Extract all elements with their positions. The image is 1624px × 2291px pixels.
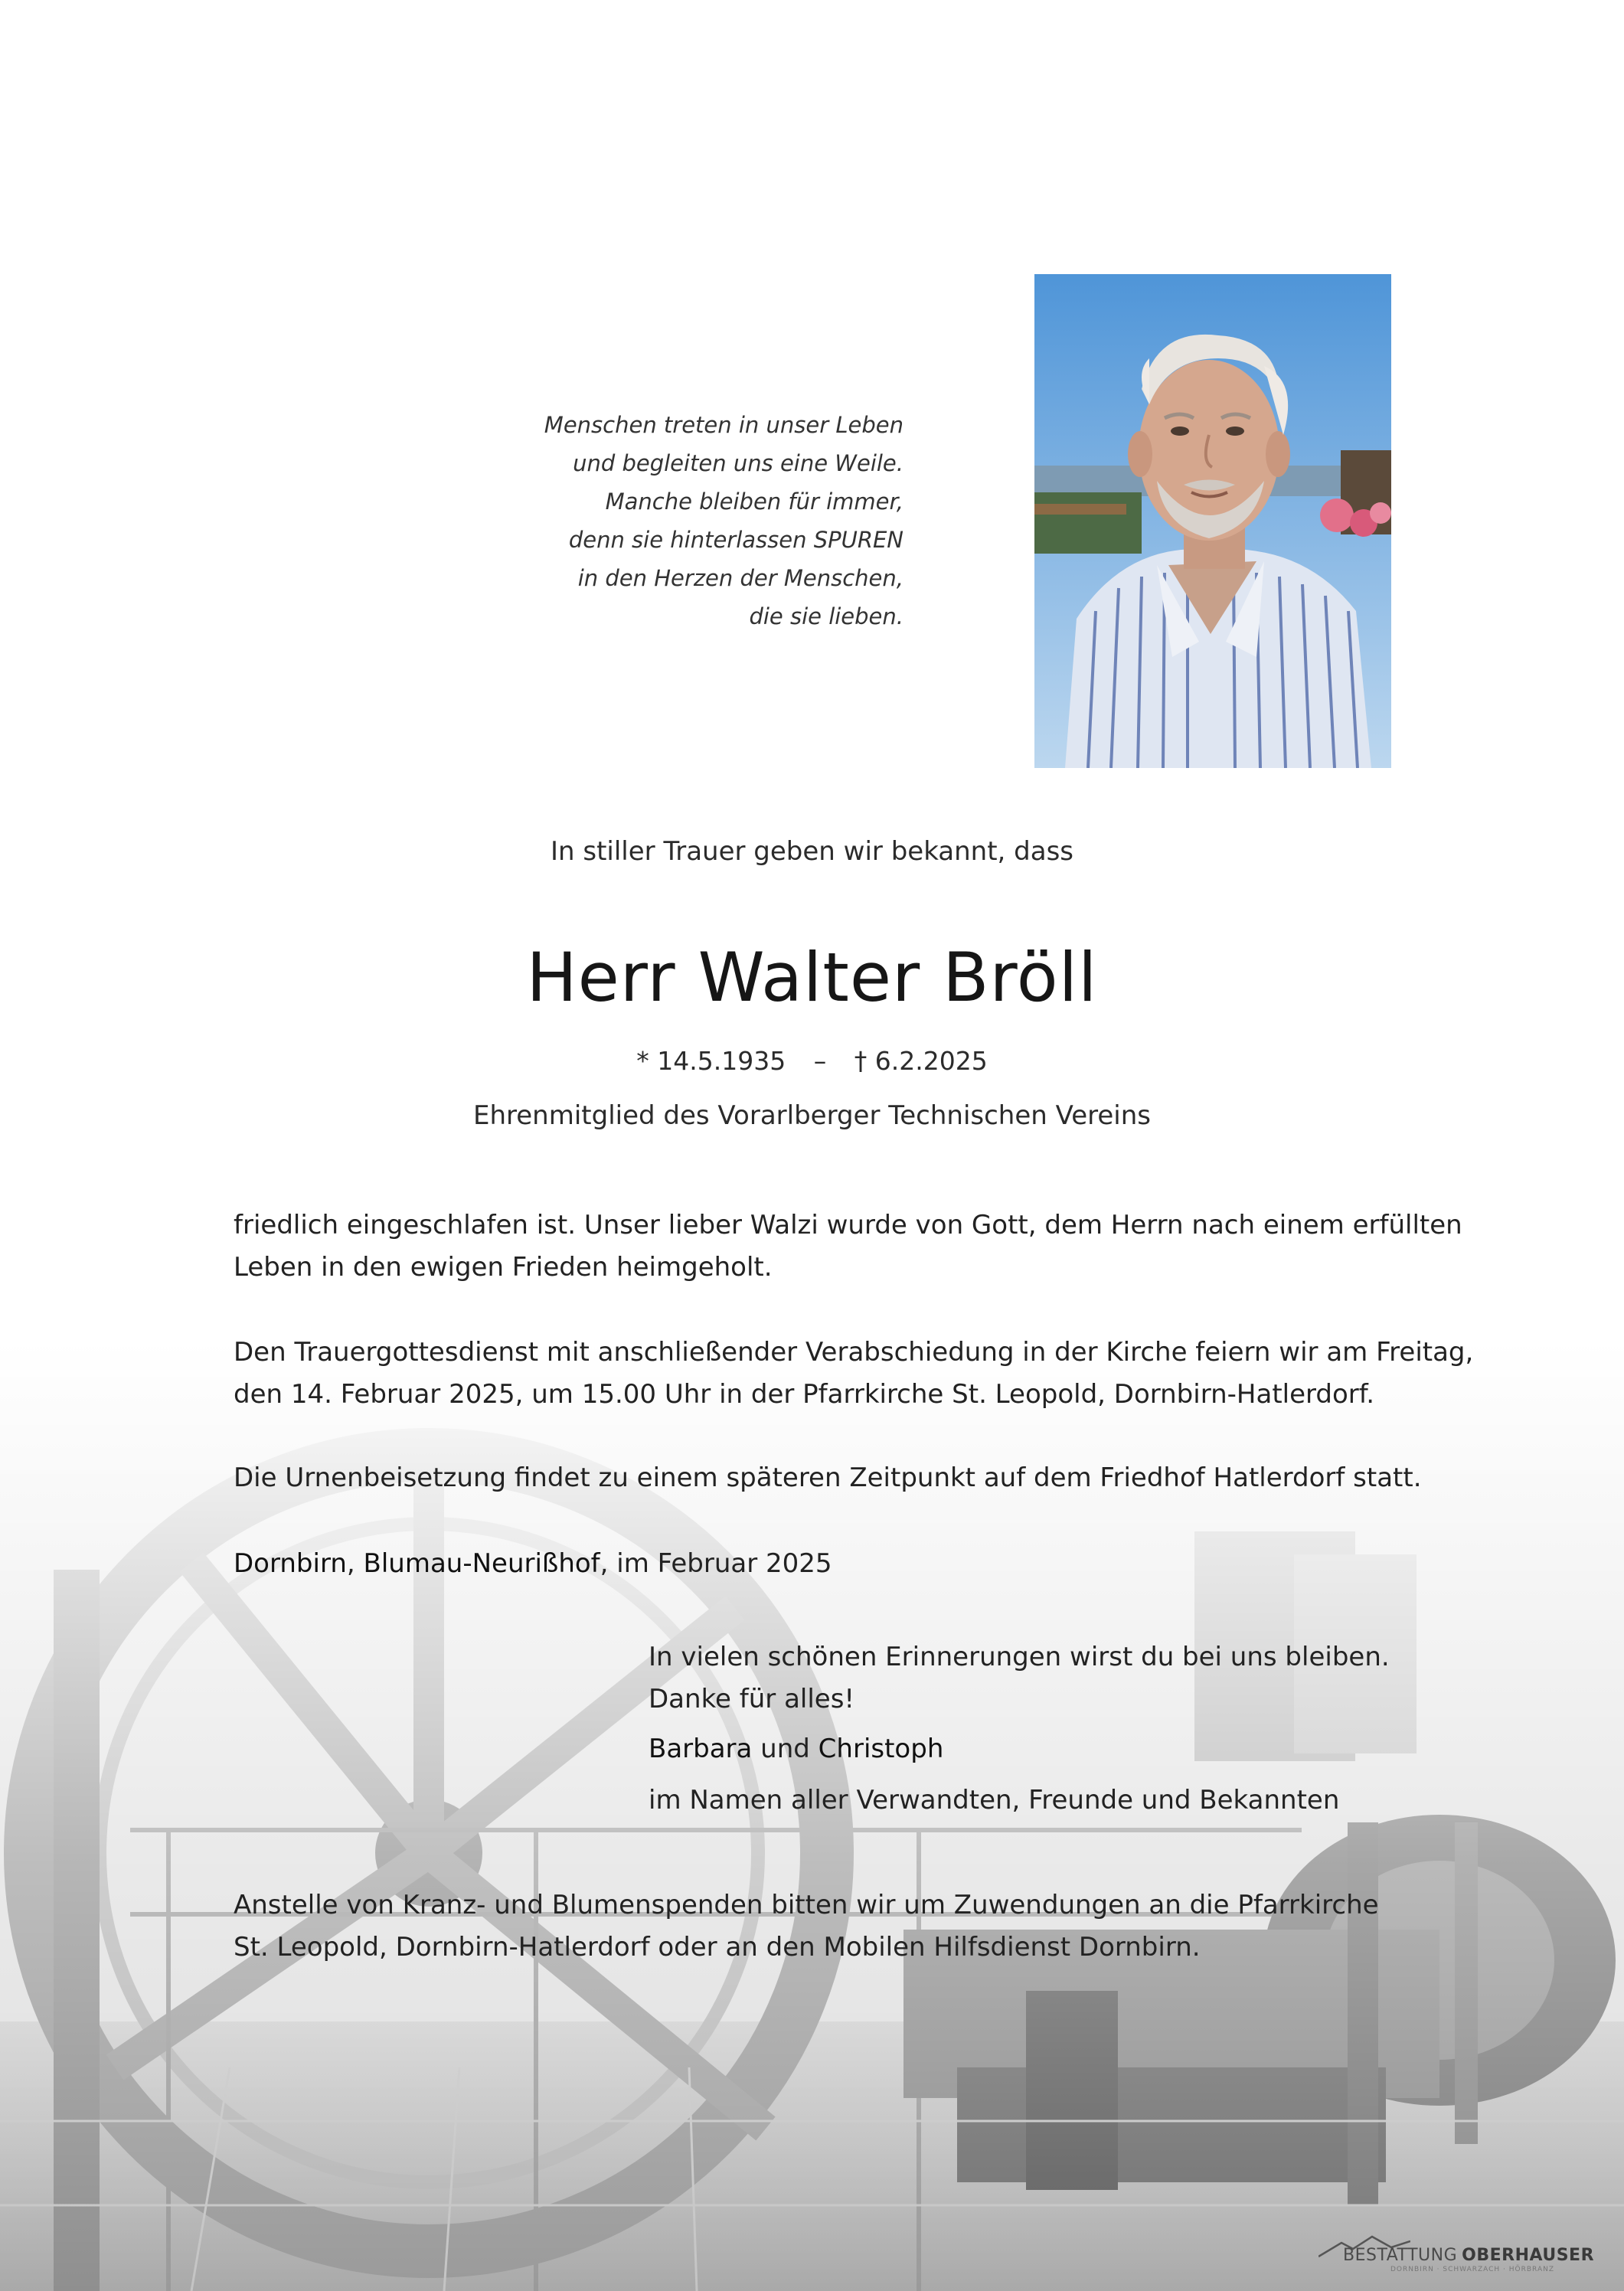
mourner-conjunction: und xyxy=(752,1734,819,1764)
paragraph-line: Den Trauergottesdienst mit anschließender Verabschiedung in der Kirche feiern wir am Freitag, xyxy=(234,1337,1474,1368)
poem-line: Manche bleiben für immer, xyxy=(605,489,903,515)
relatives-line: im Namen aller Verwandten, Freunde und Bekannten xyxy=(649,1785,1340,1815)
logo-prefix: BESTATTUNG xyxy=(1343,2246,1458,2265)
poem-line: Menschen treten in unser Leben xyxy=(544,412,903,438)
place-district: Blumau-Neurißhof xyxy=(363,1548,600,1579)
place-and-date xyxy=(234,1543,1413,1585)
place-city: Dornbirn xyxy=(234,1548,347,1579)
paragraph-line: Die Urnenbeisetzung findet zu einem späteren Zeitpunkt auf dem Friedhof Hatlerdorf statt. xyxy=(234,1463,1422,1493)
logo-name: OBERHAUSER xyxy=(1462,2246,1595,2265)
paragraph-line: friedlich eingeschlafen ist. Unser lieber Walzi wurde von Gott, dem Herrn nach einem erfüllten xyxy=(234,1210,1462,1240)
closing-memory-line: In vielen schönen Erinnerungen wirst du bei uns bleiben. xyxy=(649,1642,1390,1672)
poem-line: denn sie hinterlassen SPUREN xyxy=(568,527,903,553)
paragraph-line: Leben in den ewigen Frieden heimgeholt. xyxy=(234,1252,773,1283)
announcement-intro: In stiller Trauer geben wir bekannt, dass xyxy=(550,836,1074,867)
life-dates xyxy=(0,1046,1624,1076)
poem-line: und begleiten uns eine Weile. xyxy=(573,450,903,476)
honorary-membership: Ehrenmitglied des Vorarlberger Technischen Vereins xyxy=(472,1100,1152,1131)
death-date: † 6.2.2025 xyxy=(854,1046,988,1076)
paragraph-line: Anstelle von Kranz- und Blumenspenden bitten wir um Zuwendungen an die Pfarrkirche xyxy=(234,1890,1379,1920)
paragraph-passing xyxy=(234,1204,1462,1289)
portrait-photo xyxy=(1034,274,1391,768)
paragraph-line: St. Leopold, Dornbirn-Hatlerdorf oder an den Mobilen Hilfsdienst Dornbirn. xyxy=(234,1932,1201,1963)
logo-locations: DORNBIRN · SCHWARZACH · HÖRBRANZ xyxy=(1390,2266,1554,2273)
funeral-home-logo xyxy=(1318,2235,1595,2273)
mourners-names xyxy=(649,1728,1452,1770)
mourner-name: Barbara xyxy=(649,1734,753,1764)
closing-block xyxy=(649,1636,1452,1822)
poem-line: in den Herzen der Menschen, xyxy=(577,565,903,591)
deceased-name: Herr Walter Bröll xyxy=(526,938,1098,1017)
paragraph-urn-burial xyxy=(234,1457,1422,1499)
date-separator: – xyxy=(813,1046,827,1076)
poem-line: die sie lieben. xyxy=(749,603,903,629)
paragraph-donations xyxy=(234,1884,1413,1969)
paragraph-funeral-service xyxy=(234,1332,1474,1416)
birth-date: * 14.5.1935 xyxy=(636,1046,786,1076)
closing-thanks-line: Danke für alles! xyxy=(649,1684,855,1714)
mourner-name: Christoph xyxy=(818,1734,944,1764)
place-date: , im Februar 2025 xyxy=(600,1548,832,1579)
memorial-poem xyxy=(429,406,903,636)
logo-wordmark xyxy=(1343,2246,1594,2265)
paragraph-line: den 14. Februar 2025, um 15.00 Uhr in der Pfarrkirche St. Leopold, Dornbirn-Hatlerdorf. xyxy=(234,1379,1375,1410)
place-comma: , xyxy=(346,1548,364,1579)
